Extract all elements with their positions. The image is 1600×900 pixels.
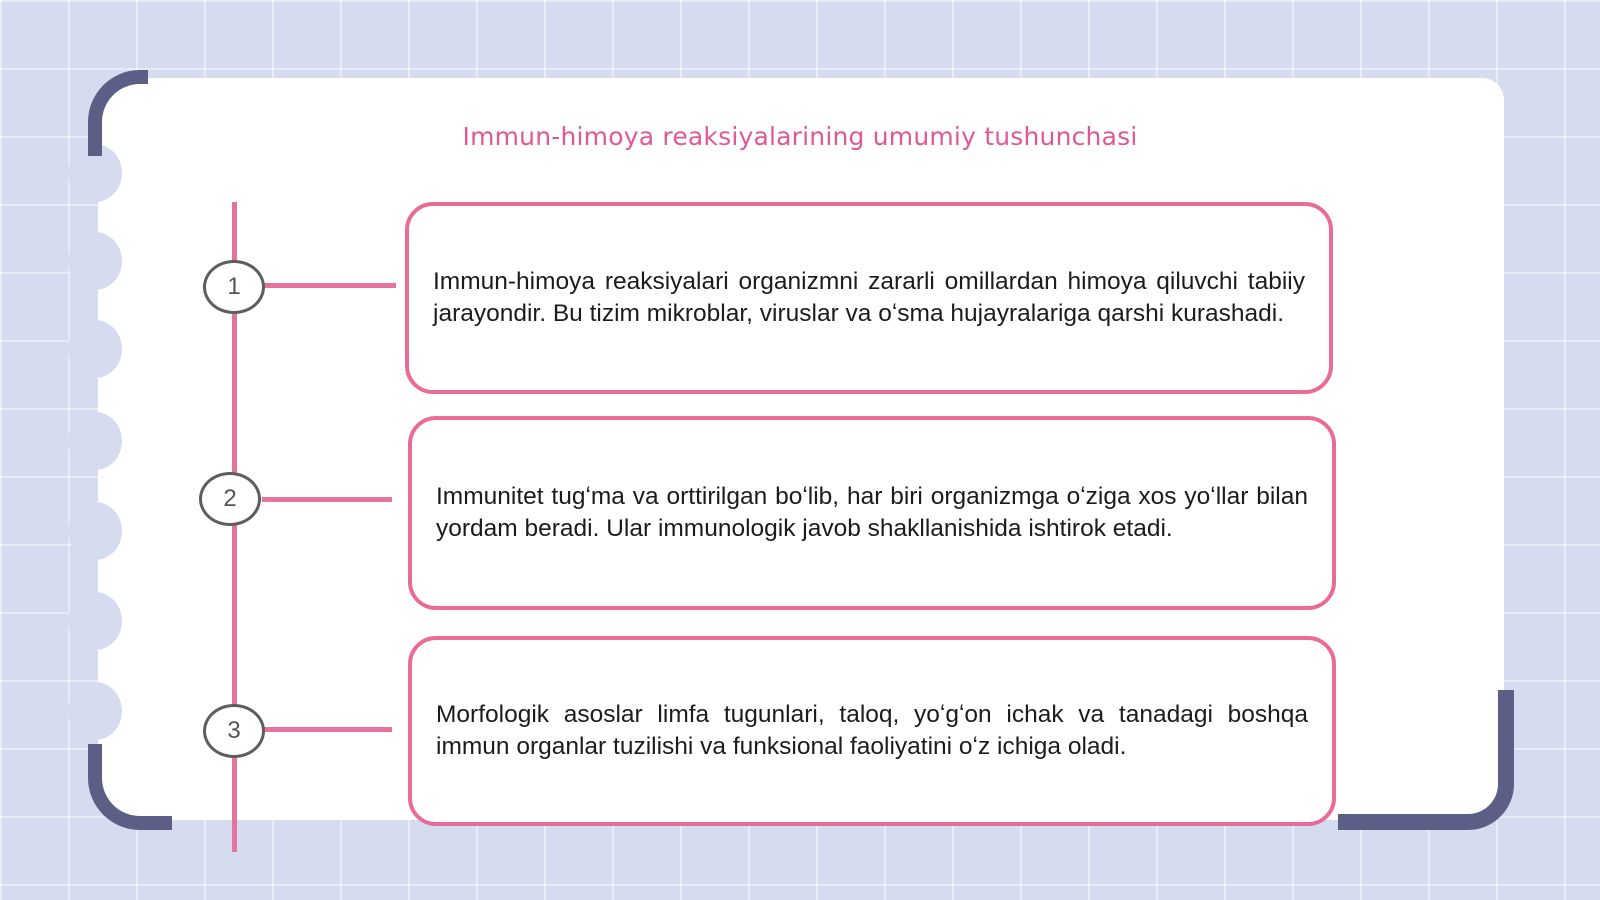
notebook-scallop xyxy=(68,682,122,740)
step-text: Morfologik asoslar limfa tugunlari, taloq, yoʻgʻon ichak va tanadagi boshqa immun organlar tuzilishi va funksional faoliyatini oʻz ichiga oladi. xyxy=(436,701,1308,760)
notebook-scallop xyxy=(68,502,122,560)
step-number-circle: 3 xyxy=(203,704,265,758)
notebook-scallop xyxy=(68,232,122,290)
step-text: Immunitet tugʻma va orttirilgan boʻlib, har biri organizmga oʻziga xos yoʻllar bilan yordam beradi. Ular immunologik javob shakllanishida ishtirok etadi. xyxy=(436,483,1308,542)
notebook-scallop xyxy=(68,412,122,470)
slide-title: Immun-himoya reaksiyalarining umumiy tushunchasi xyxy=(462,122,1138,151)
step-text-box xyxy=(408,636,1336,826)
step-text-box xyxy=(405,202,1333,394)
corner-bracket-bottom-right xyxy=(1338,690,1514,830)
notebook-scallop xyxy=(68,592,122,650)
step-text: Immun-himoya reaksiyalari organizmni zararli omillardan himoya qiluvchi tabiiy jarayondir. Bu tizim mikroblar, viruslar va oʻsma hujayralariga qarshi kurashadi. xyxy=(433,268,1305,327)
timeline-connector xyxy=(262,283,396,288)
step-number-circle: 2 xyxy=(199,472,261,526)
notebook-scallop xyxy=(68,320,122,378)
timeline-connector xyxy=(262,497,392,502)
corner-bracket-bottom-left xyxy=(88,744,172,830)
step-number-circle: 1 xyxy=(203,260,265,314)
timeline-connector xyxy=(262,727,392,732)
step-text-box xyxy=(408,416,1336,610)
corner-bracket-top-left xyxy=(88,70,148,156)
